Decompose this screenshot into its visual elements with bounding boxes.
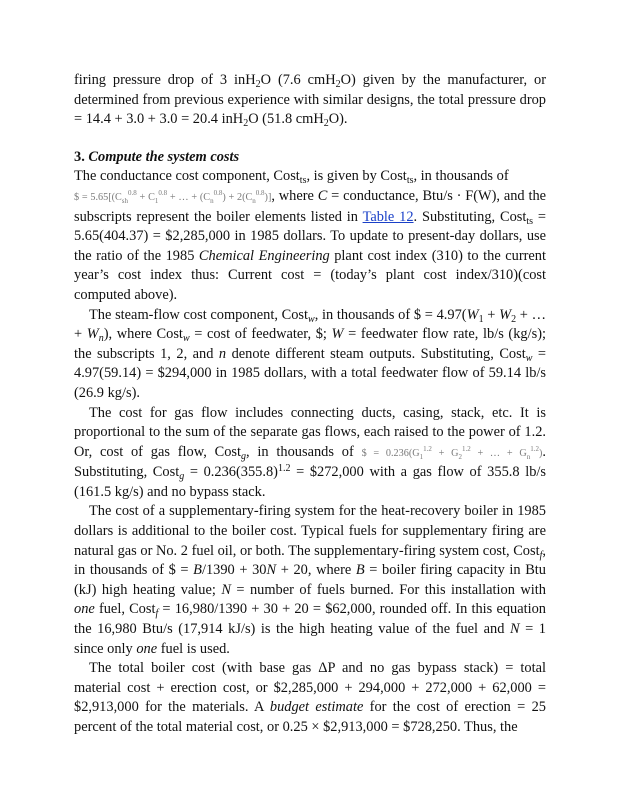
table-12-link[interactable]: Table 12 [362,208,414,225]
paragraph-gas-flow-cost: The cost for gas flow includes connecting ducts, casing, stack, etc. It is proportional to the sum of the separate gas flows, each raised to the power of 1.2. Or, cost of gas flow, Cost$_g$, in thousands of $ = $0.236(G_1^{1.2} + G_2^{1.2}$ + … + $G_n^{1.2}$). Substituting, Cost$_g$ = $0.236(355.8)^{1.2}$ = $272,000 with a gas flow of 355.8 lb/s (161.5 kg/s) and no bypass stack. [74,404,546,500]
paragraph-pressure-drop: firing pressure drop of 3 inH$_2$O (7.6 cmH$_2$O) given by the manufacturer, or determined from previous experience with similar designs, the total pressure drop = 14.4 + 3.0 + 3.0 = 20.4 inH$_2$O (51.8 cmH$_2$O). [74,72,547,130]
paragraph-supplementary-firing: The cost of a supplementary-firing system for the heat-recovery boiler in 1985 dollars is additional to the boiler cost. Typical fuels for supplementary firing are natural gas or No. 2 fuel oil, or both. The supplementary-firing system cost, Cost$_f$, in thousands of $ = B/1390 + 30N + 20, where B = boiler firing capacity in Btu (kJ) high heating value; N = number of fuels burned. For this installation with one fuel, Cost$_f$ = 16,980/1390 + 30 + 20 = $62,000, rounded off. In this equation the 16,980 Btu/s (17,914 kJ/s) is the high heating value of the fuel and N = 1 since only one fuel is used. [74,503,547,657]
paragraph-conductance-cost: The conductance cost component, Cost$_{ts}$, is given by Cost$_{ts}$, in thousands of $ = $5.65[(C_{sh}^{0.8} + C_1^{0.8}$ + … + $(C_n^{0.8}) + 2(C_n^{0.8})$], where C = conductance, Btu/s · F(W), and the subscripts represent the boiler elements listed in Table 12. Substituting, Cost$_{ts}$ = 5.65(404.37) = $2,285,000 in 1985 dollars. To update to present-day dollars, use the ratio of the 1985 Chemical Engineering plant cost index (310) to the current year’s cost index thus: Current cost = (today’s plant cost index/310)(cost computed above). [74,168,547,303]
conductance-formula: $ = $5.65[(C_{sh}^{0.8} + C_1^{0.8}$ + … + $(C_n^{0.8}) + 2(C_n^{0.8})$] [74,188,272,205]
document-page [74,71,546,738]
paragraph-steam-flow-cost: The steam-flow cost component, Cost$_w$, in thousands of $ = $4.97(W_1 + W_2$ + … + $W_n$), where Cost$_w$ = cost of feedwater, $; W = feedwater flow rate, lb/s (kg/s); the subscripts 1, 2, and n denote different steam outputs. Substituting, Cost$_w$ = 4.97(59.14) = $294,000 in 1985 dollars, with a total feedwater flow of 59.14 lb/s (26.9 kg/s). [74,306,547,401]
paragraph-total-boiler-cost: The total boiler cost (with base gas ΔP and no gas bypass stack) = total material cost + erection cost, or $2,285,000 + 294,000 + 272,000 + 62,000 = $2,913,000 for the materials. A budget estimate for the cost of erection = 25 percent of the total material cost, or 0.25 × $2,913,000 = $728,250. Thus, the [74,660,546,735]
section-heading: 3. Compute the system costs [74,148,240,165]
gas-flow-formula: $ = $0.236(G_1^{1.2} + G_2^{1.2}$ + … + $G_n^{1.2}$) [361,444,543,461]
